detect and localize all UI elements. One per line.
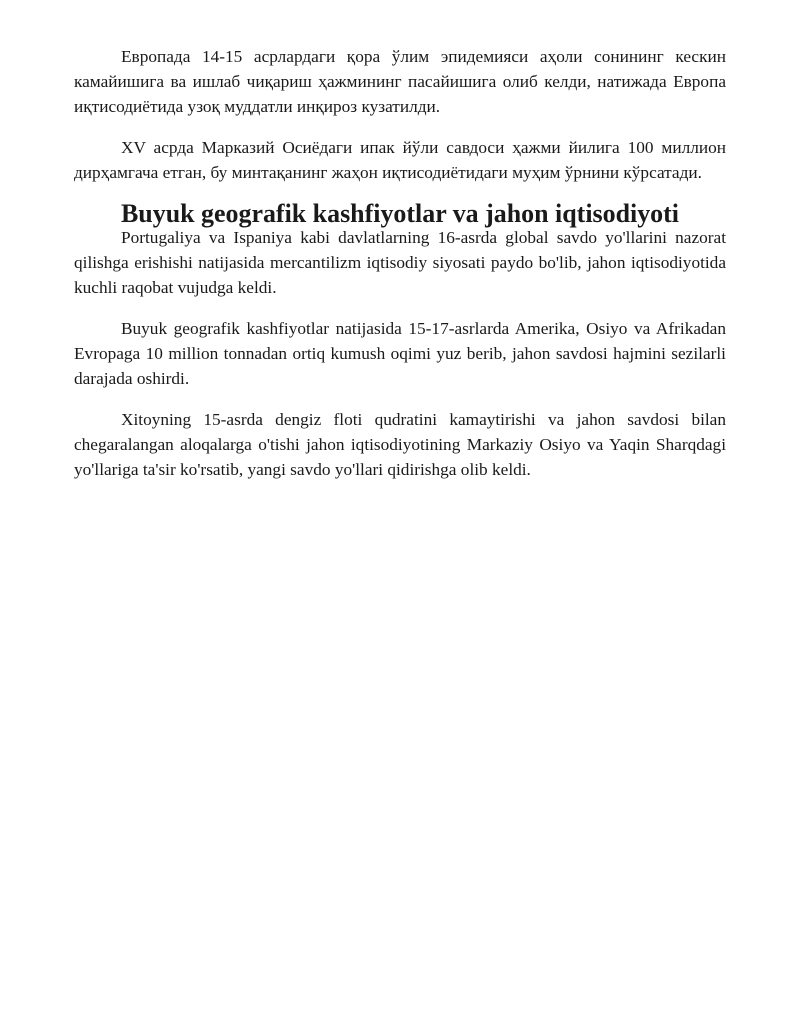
document-page bbox=[74, 44, 726, 482]
paragraph-mercantilism: Portugaliya va Ispaniya kabi davlatlarning 16-asrda global savdo yo'llarini nazorat qilishga erishishi natijasida mercantilizm iqtisodiy siyosati paydo bo'lib, jahon iqtisodiyotida kuchli raqobat vujudga keldi. bbox=[74, 228, 726, 297]
paragraph-silver-flow: Buyuk geografik kashfiyotlar natijasida 15-17-asrlarda Amerika, Osiyo va Afrikadan Evropaga 10 million tonnadan ortiq kumush oqimi yuz berib, jahon savdosi hajmini sezilarli darajada oshirdi. bbox=[74, 319, 726, 388]
paragraph-silk-road: XV асрда Марказий Осиёдаги ипак йўли савдоси ҳажми йилига 100 миллион дирҳамгача етган, бу минтақанинг жаҳон иқтисодиётидаги муҳим ўрнини кўрсатади. bbox=[74, 138, 726, 182]
paragraph-china-fleet: Xitoyning 15-asrda dengiz floti qudratini kamaytirishi va jahon savdosi bilan chegaralangan aloqalarga o'tishi jahon iqtisodiyotining Markaziy Osiyo va Yaqin Sharqdagi yo'llariga ta'sir ko'rsatib, yangi savdo yo'llari qidirishga olib keldi. bbox=[74, 410, 726, 479]
section-heading: Buyuk geografik kashfiyotlar va jahon iqtisodiyoti bbox=[121, 199, 679, 228]
paragraph-black-death: Европада 14-15 асрлардаги қора ўлим эпидемияси аҳоли сонининг кескин камайишига ва ишлаб чиқариш ҳажмининг пасайишига олиб келди, натижада Европа иқтисодиётида узоқ муддатли инқироз кузатилди. bbox=[74, 47, 726, 116]
